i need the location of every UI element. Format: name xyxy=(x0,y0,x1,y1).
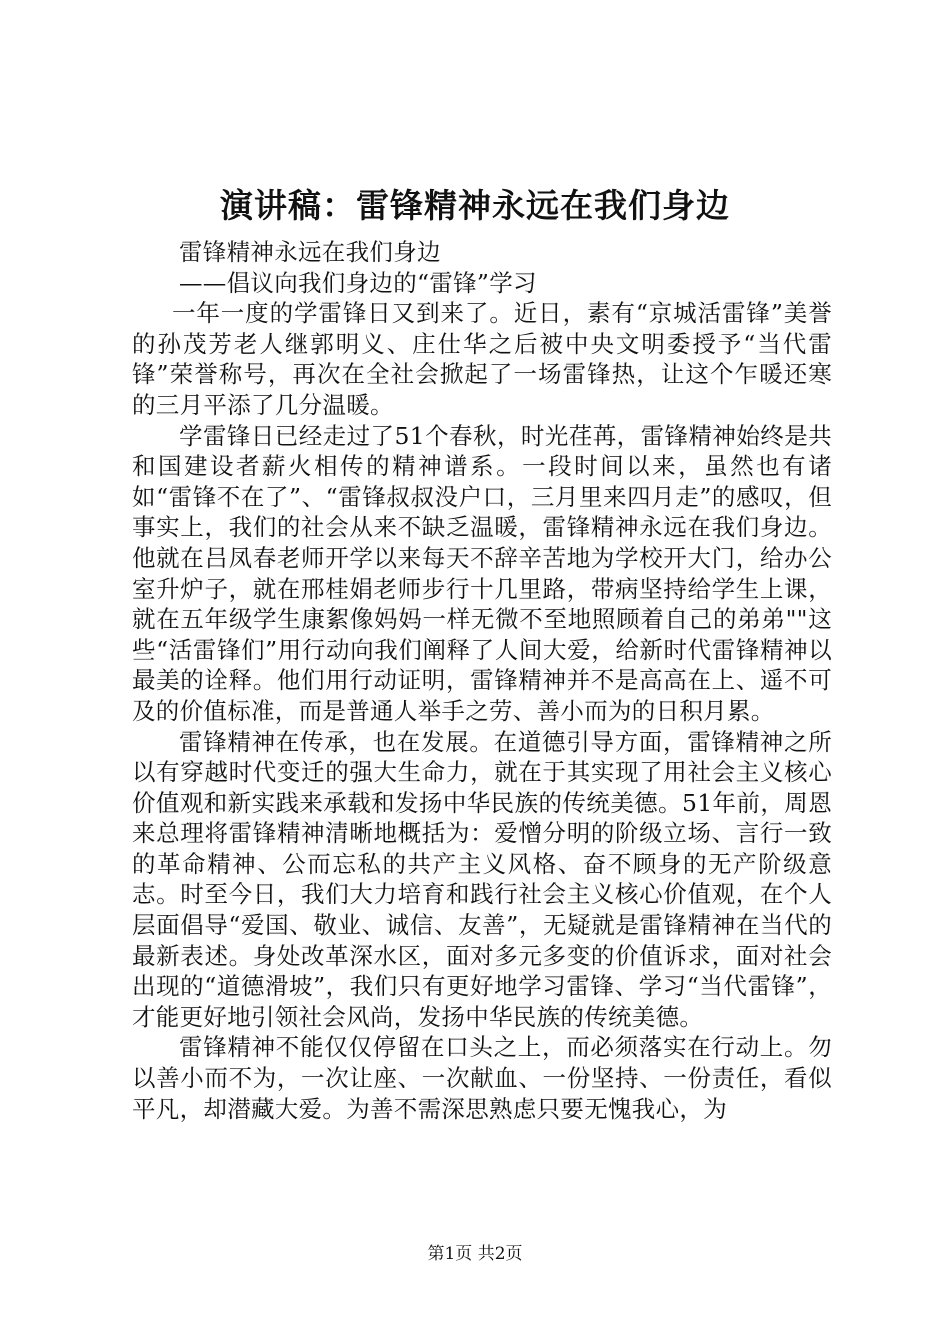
paragraph-2: 学雷锋日已经走过了51个春秋，时光荏苒，雷锋精神始终是共和国建设者薪火相传的精神谱系。一段时间以来，虽然也有诸如“雷锋不在了”、“雷锋叔叔没户口，三月里来四月走”的感叹，但事实上，我们的社会从来不缺乏温暖，雷锋精神永远在我们身边。他就在吕凤春老师开学以来每天不辞辛苦地为学校开大门，给办公室升炉子，就在邢桂娟老师步行十几里路，带病坚持给学生上课，就在五年级学生康絮像妈妈一样无微不至地照顾着自己的弟弟""这些“活雷锋们”用行动向我们阐释了人间大爱，给新时代雷锋精神以最美的诠释。他们用行动证明，雷锋精神并不是高高在上、遥不可及的价值标准，而是普通人举手之劳、善小而为的日积月累。 xyxy=(132,421,832,725)
subtitle: 雷锋精神永远在我们身边 xyxy=(179,238,441,266)
page-footer: 第1页 共2页 xyxy=(427,1244,523,1264)
subtitle-2: ——倡议向我们身边的“雷锋”学习 xyxy=(179,268,537,297)
document-body xyxy=(132,237,832,1124)
paragraph-1: 一年一度的学雷锋日又到来了。近日，素有“京城活雷锋”美誉的孙茂芳老人继郭明义、庄仕华之后被中央文明委授予“当代雷锋”荣誉称号，再次在全社会掀起了一场雷锋热，让这个乍暖还寒的三月平添了几分温暖。 xyxy=(132,299,832,419)
paragraph-4: 雷锋精神不能仅仅停留在口头之上，而必须落实在行动上。勿以善小而不为，一次让座、一次献血、一份坚持、一份责任，看似平凡，却潜藏大爱。为善不需深思熟虑只要无愧我心，为 xyxy=(132,1033,832,1123)
page-title: 演讲稿：雷锋精神永远在我们身边 xyxy=(220,186,730,225)
paragraph-3: 雷锋精神在传承，也在发展。在道德引导方面，雷锋精神之所以有穿越时代变迁的强大生命力，就在于其实现了用社会主义核心价值观和新实践来承载和发扬中华民族的传统美德。51年前，周恩来总理将雷锋精神清晰地概括为：爱憎分明的阶级立场、言行一致的革命精神、公而忘私的共产主义风格、奋不顾身的无产阶级意志。时至今日，我们大力培育和践行社会主义核心价值观，在个人层面倡导“爱国、敬业、诚信、友善”，无疑就是雷锋精神在当代的最新表述。身处改革深水区，面对多元多变的价值诉求，面对社会出现的“道德滑坡”，我们只有更好地学习雷锋、学习“当代雷锋”，才能更好地引领社会风尚，发扬中华民族的传统美德。 xyxy=(132,727,832,1031)
